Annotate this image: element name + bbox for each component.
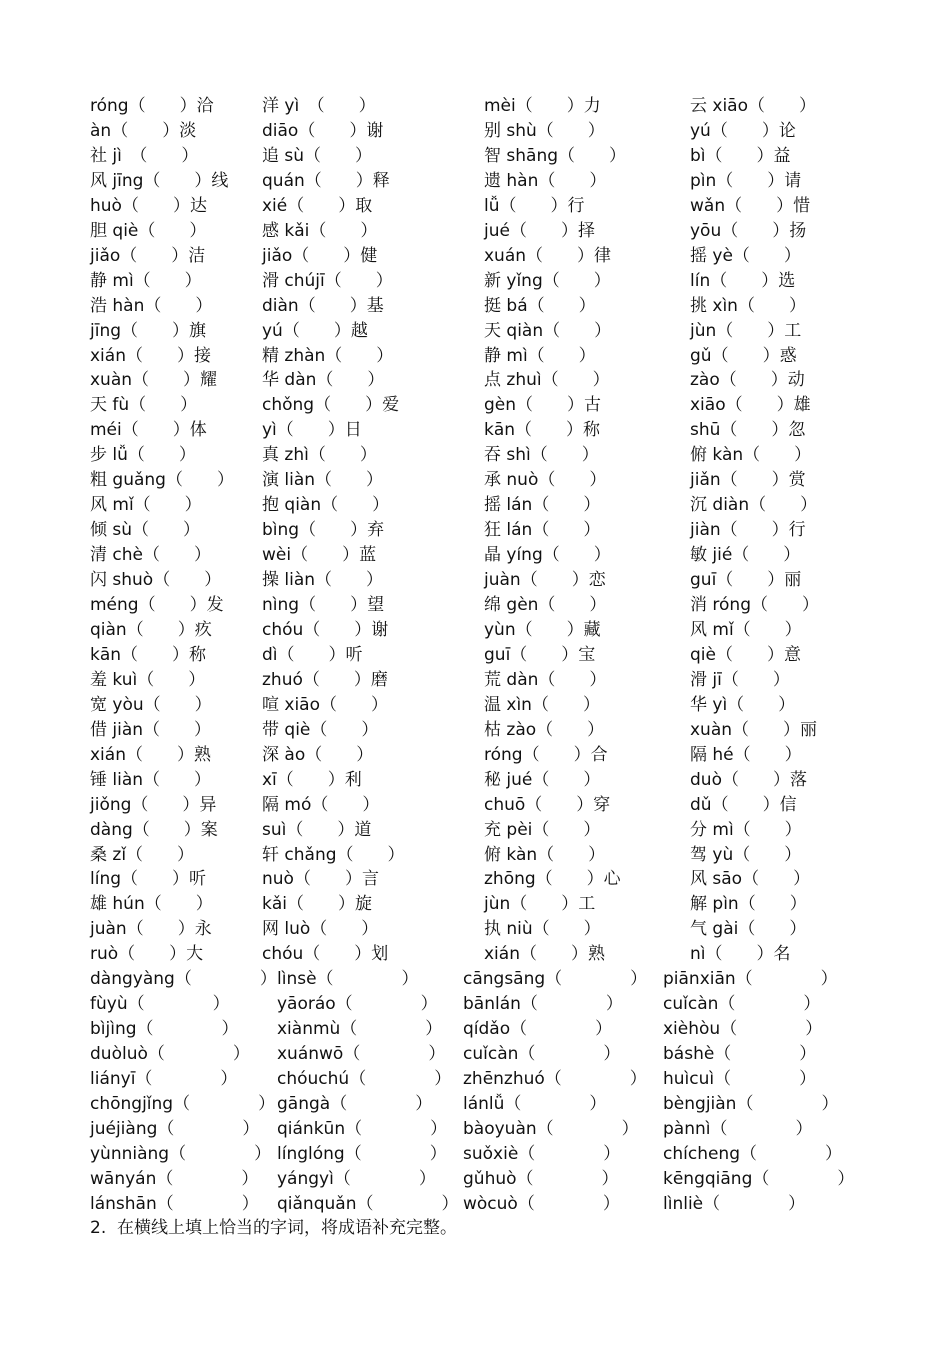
fill-in-item: nì（ ）名: [690, 944, 791, 964]
fill-in-item: chóu（ ）划: [262, 944, 389, 964]
fill-in-item: chóu（ ）谢: [262, 620, 389, 640]
fill-in-item: yùn（ ）藏: [484, 620, 601, 640]
fill-in-item: 胆 qiè（ ）: [90, 221, 207, 241]
fill-in-item: jué（ ）择: [484, 221, 595, 241]
fill-in-item: gèn（ ）古: [484, 395, 602, 415]
fill-in-item: 清 chè（ ）: [90, 545, 211, 565]
fill-in-item: guī（ ）宝: [484, 645, 596, 665]
fill-in-item: 浩 hàn（ ）: [90, 296, 213, 316]
fill-in-item: xiànmù（ ）: [277, 1019, 443, 1039]
fill-in-item: báshè（ ）: [663, 1044, 817, 1064]
fill-in-item: chǒng（ ）爱: [262, 395, 400, 415]
fill-in-item: 绵 gèn（ ）: [484, 595, 607, 615]
fill-in-item: 轩 chǎng（ ）: [262, 845, 405, 865]
fill-in-item: qiè（ ）意: [690, 645, 801, 665]
fill-in-item: 俯 kàn（ ）: [690, 445, 812, 465]
fill-in-item: 摇 yè（ ）: [690, 246, 801, 266]
fill-in-item: 带 qiè（ ）: [262, 720, 379, 740]
fill-in-item: 喧 xiāo（ ）: [262, 695, 389, 715]
fill-in-item: 新 yǐng（ ）: [484, 271, 611, 291]
fill-in-item: 摇 lán（ ）: [484, 495, 601, 515]
fill-in-item: fùyù（ ）: [90, 994, 230, 1014]
fill-in-item: 隔 hé（ ）: [690, 745, 802, 765]
question-2-instruction: 2. 在横线上填上恰当的字词，将成语补充完整。: [90, 1218, 458, 1238]
fill-in-item: duòluò（ ）: [90, 1044, 250, 1064]
fill-in-item: 驾 yù（ ）: [690, 845, 802, 865]
fill-in-item: yāoráo（ ）: [277, 994, 438, 1014]
fill-in-item: lìnliè（ ）: [663, 1194, 806, 1214]
fill-in-item: bèngjiàn（ ）: [663, 1094, 839, 1114]
fill-in-item: 气 gài（ ）: [690, 919, 807, 939]
fill-in-item: gāngà（ ）: [277, 1094, 433, 1114]
fill-in-item: shū（ ）忽: [690, 420, 806, 440]
fill-in-item: 深 ào（ ）: [262, 745, 374, 765]
fill-in-item: yì（ ）日: [262, 420, 362, 440]
fill-in-item: 滑 chújī（ ）: [262, 271, 393, 291]
fill-in-item: 充 pèi（ ）: [484, 820, 601, 840]
fill-in-item: jùn（ ）工: [484, 894, 596, 914]
fill-in-item: suì（ ）道: [262, 820, 372, 840]
fill-in-item: chóuchú（ ）: [277, 1069, 452, 1089]
fill-in-item: 敏 jié（ ）: [690, 545, 801, 565]
fill-in-item: 荒 dàn（ ）: [484, 670, 607, 690]
fill-in-item: 倾 sù（ ）: [90, 520, 201, 540]
fill-in-item: 秘 jué（ ）: [484, 770, 601, 790]
fill-in-item: xié（ ）取: [262, 196, 373, 216]
fill-in-item: 承 nuò（ ）: [484, 470, 607, 490]
fill-in-item: yōu（ ）扬: [690, 221, 807, 241]
fill-in-item: 追 sù（ ）: [262, 146, 373, 166]
fill-in-item: róng（ ）合: [484, 745, 608, 765]
fill-in-item: 精 zhàn（ ）: [262, 346, 394, 366]
fill-in-item: 演 liàn（ ）: [262, 470, 384, 490]
fill-in-item: qiǎnquǎn（ ）: [277, 1194, 459, 1214]
fill-in-item: jiàn（ ）行: [690, 520, 806, 540]
fill-in-item: 操 liàn（ ）: [262, 570, 384, 590]
fill-in-item: cuǐcàn（ ）: [463, 1044, 621, 1064]
fill-in-item: 风 mǐ（ ）: [90, 495, 202, 515]
fill-in-item: xī（ ）利: [262, 770, 362, 790]
fill-in-item: pìn（ ）请: [690, 171, 802, 191]
fill-in-item: xuàn（ ）耀: [90, 370, 218, 390]
fill-in-item: chuō（ ）穿: [484, 795, 611, 815]
fill-in-item: 天 qiàn（ ）: [484, 321, 612, 341]
fill-in-item: dàng（ ）案: [90, 820, 218, 840]
fill-in-item: 吞 shì（ ）: [484, 445, 599, 465]
fill-in-item: yángyì（ ）: [277, 1169, 436, 1189]
fill-in-item: 沉 diàn（ ）: [690, 495, 818, 515]
fill-in-item: lìnsè（ ）: [277, 969, 419, 989]
fill-in-item: 宽 yòu（ ）: [90, 695, 212, 715]
fill-in-item: 滑 jī（ ）: [690, 670, 790, 690]
fill-in-item: suǒxiè（ ）: [463, 1144, 621, 1164]
fill-in-item: qídǎo（ ）: [463, 1019, 613, 1039]
fill-in-item: 华 dàn（ ）: [262, 370, 385, 390]
fill-in-item: zào（ ）动: [690, 370, 805, 390]
fill-in-item: 别 shù（ ）: [484, 121, 605, 141]
fill-in-item: xuán（ ）律: [484, 246, 612, 266]
fill-in-item: diàn（ ）基: [262, 296, 384, 316]
fill-in-item: zhēnzhuó（ ）: [463, 1069, 647, 1089]
fill-in-item: yú（ ）论: [690, 121, 796, 141]
fill-in-item: wòcuò（ ）: [463, 1194, 620, 1214]
fill-in-item: 枯 zào（ ）: [484, 720, 605, 740]
fill-in-item: dì（ ）听: [262, 645, 363, 665]
fill-in-item: 智 shāng（ ）: [484, 146, 627, 166]
fill-in-item: mèi（ ）力: [484, 96, 601, 116]
fill-in-item: yùnniàng（ ）: [90, 1144, 272, 1164]
fill-in-item: 解 pìn（ ）: [690, 894, 807, 914]
fill-in-item: 遗 hàn（ ）: [484, 171, 607, 191]
fill-in-item: 抱 qiàn（ ）: [262, 495, 390, 515]
fill-in-item: qiánkūn（ ）: [277, 1119, 448, 1139]
fill-in-item: guī（ ）丽: [690, 570, 802, 590]
fill-in-item: 借 jiàn（ ）: [90, 720, 212, 740]
fill-in-item: línglóng（ ）: [277, 1144, 447, 1164]
fill-in-item: méng（ ）发: [90, 595, 224, 615]
fill-in-item: piānxiān（ ）: [663, 969, 838, 989]
fill-in-item: lánlǚ（ ）: [463, 1094, 607, 1114]
fill-in-item: xiāo（ ）雄: [690, 395, 811, 415]
fill-in-item: chícheng（ ）: [663, 1144, 842, 1164]
fill-in-item: xuánwō（ ）: [277, 1044, 446, 1064]
fill-in-item: 执 niù（ ）: [484, 919, 601, 939]
fill-in-item: 静 mì（ ）: [90, 271, 202, 291]
fill-in-item: cuǐcàn（ ）: [663, 994, 821, 1014]
fill-in-item: 粗 guǎng（ ）: [90, 470, 234, 490]
fill-in-item: xián（ ）熟: [484, 944, 605, 964]
fill-in-item: bānlán（ ）: [463, 994, 623, 1014]
fill-in-item: kān（ ）称: [90, 645, 207, 665]
fill-in-item: 社 jì （ ）: [90, 146, 199, 166]
fill-in-item: xián（ ）熟: [90, 745, 211, 765]
fill-in-item: líng（ ）听: [90, 869, 207, 889]
fill-in-item: kēngqiāng（ ）: [663, 1169, 855, 1189]
fill-in-item: 消 róng（ ）: [690, 595, 819, 615]
fill-in-item: 挺 bá（ ）: [484, 296, 596, 316]
fill-in-item: jiǎo（ ）健: [262, 246, 378, 266]
fill-in-item: wèi（ ）蓝: [262, 545, 377, 565]
fill-in-item: méi（ ）体: [90, 420, 207, 440]
fill-in-item: qiàn（ ）疚: [90, 620, 212, 640]
fill-in-item: 风 sāo（ ）: [690, 869, 811, 889]
fill-in-item: juàn（ ）永: [90, 919, 212, 939]
fill-in-item: zhuó（ ）磨: [262, 670, 388, 690]
fill-in-item: 洋 yì （ ）: [262, 96, 376, 116]
fill-in-item: xièhòu（ ）: [663, 1019, 823, 1039]
fill-in-item: juàn（ ）恋: [484, 570, 606, 590]
fill-in-item: bìng（ ）弃: [262, 520, 385, 540]
fill-in-item: àn（ ）淡: [90, 121, 197, 141]
fill-in-item: 温 xìn（ ）: [484, 695, 600, 715]
fill-in-item: róng（ ）洽: [90, 96, 214, 116]
fill-in-item: 风 jīng（ ）线: [90, 171, 229, 191]
fill-in-item: lánshān（ ）: [90, 1194, 259, 1214]
fill-in-item: yú（ ）越: [262, 321, 368, 341]
fill-in-item: cāngsāng（ ）: [463, 969, 648, 989]
fill-in-item: liányī（ ）: [90, 1069, 238, 1089]
fill-in-item: jiǒng（ ）异: [90, 795, 217, 815]
fill-in-item: 挑 xìn（ ）: [690, 296, 806, 316]
fill-in-item: kǎi（ ）旋: [262, 894, 372, 914]
fill-in-item: huìcuì（ ）: [663, 1069, 817, 1089]
fill-in-item: dǔ（ ）信: [690, 795, 797, 815]
fill-in-item: huò（ ）达: [90, 196, 207, 216]
fill-in-item: 云 xiāo（ ）: [690, 96, 817, 116]
fill-in-item: 晶 yíng（ ）: [484, 545, 611, 565]
fill-in-item: 俯 kàn（ ）: [484, 845, 606, 865]
fill-in-item: diāo（ ）谢: [262, 121, 384, 141]
fill-in-item: 华 yì（ ）: [690, 695, 796, 715]
fill-in-item: jùn（ ）工: [690, 321, 802, 341]
fill-in-item: bì（ ）益: [690, 146, 791, 166]
fill-in-item: 闪 shuò（ ）: [90, 570, 222, 590]
fill-in-item: jiǎn（ ）赏: [690, 470, 806, 490]
fill-in-item: gǔ（ ）惑: [690, 346, 797, 366]
fill-in-item: 狂 lán（ ）: [484, 520, 601, 540]
fill-in-item: nuò（ ）言: [262, 869, 379, 889]
fill-in-item: jiǎo（ ）洁: [90, 246, 206, 266]
fill-in-item: duò（ ）落: [690, 770, 807, 790]
fill-in-item: wānyán（ ）: [90, 1169, 259, 1189]
fill-in-item: juéjiàng（ ）: [90, 1119, 260, 1139]
fill-in-item: bìjìng（ ）: [90, 1019, 239, 1039]
fill-in-item: 雄 hún（ ）: [90, 894, 213, 914]
fill-in-item: pànnì（ ）: [663, 1119, 813, 1139]
fill-in-item: dàngyàng（ ）: [90, 969, 277, 989]
fill-in-item: ruò（ ）大: [90, 944, 204, 964]
fill-in-item: 真 zhì（ ）: [262, 445, 377, 465]
fill-in-item: lǚ（ ）行: [484, 196, 585, 216]
fill-in-item: kān（ ）称: [484, 420, 601, 440]
fill-in-item: 羞 kuì（ ）: [90, 670, 206, 690]
fill-in-item: wǎn（ ）惜: [690, 196, 811, 216]
fill-in-item: 风 mǐ（ ）: [690, 620, 802, 640]
fill-in-item: bàoyuàn（ ）: [463, 1119, 639, 1139]
fill-in-item: 静 mì（ ）: [484, 346, 596, 366]
fill-in-item: 分 mì（ ）: [690, 820, 802, 840]
fill-in-item: 桑 zǐ（ ）: [90, 845, 195, 865]
fill-in-item: chōngjǐng（ ）: [90, 1094, 276, 1114]
fill-in-item: lín（ ）选: [690, 271, 796, 291]
fill-in-item: jīng（ ）旗: [90, 321, 207, 341]
fill-in-item: xuàn（ ）丽: [690, 720, 818, 740]
fill-in-item: gǔhuò（ ）: [463, 1169, 619, 1189]
fill-in-item: 隔 mó（ ）: [262, 795, 380, 815]
fill-in-item: quán（ ）释: [262, 171, 390, 191]
fill-in-item: nìng（ ）望: [262, 595, 385, 615]
fill-in-item: 网 luò（ ）: [262, 919, 379, 939]
fill-in-item: 点 zhuì（ ）: [484, 370, 610, 390]
fill-in-item: zhōng（ ）心: [484, 869, 621, 889]
fill-in-item: xián（ ）接: [90, 346, 211, 366]
fill-in-item: 锤 liàn（ ）: [90, 770, 212, 790]
fill-in-item: 步 lǚ（ ）: [90, 445, 196, 465]
fill-in-item: 天 fù（ ）: [90, 395, 198, 415]
fill-in-item: 感 kǎi（ ）: [262, 221, 378, 241]
